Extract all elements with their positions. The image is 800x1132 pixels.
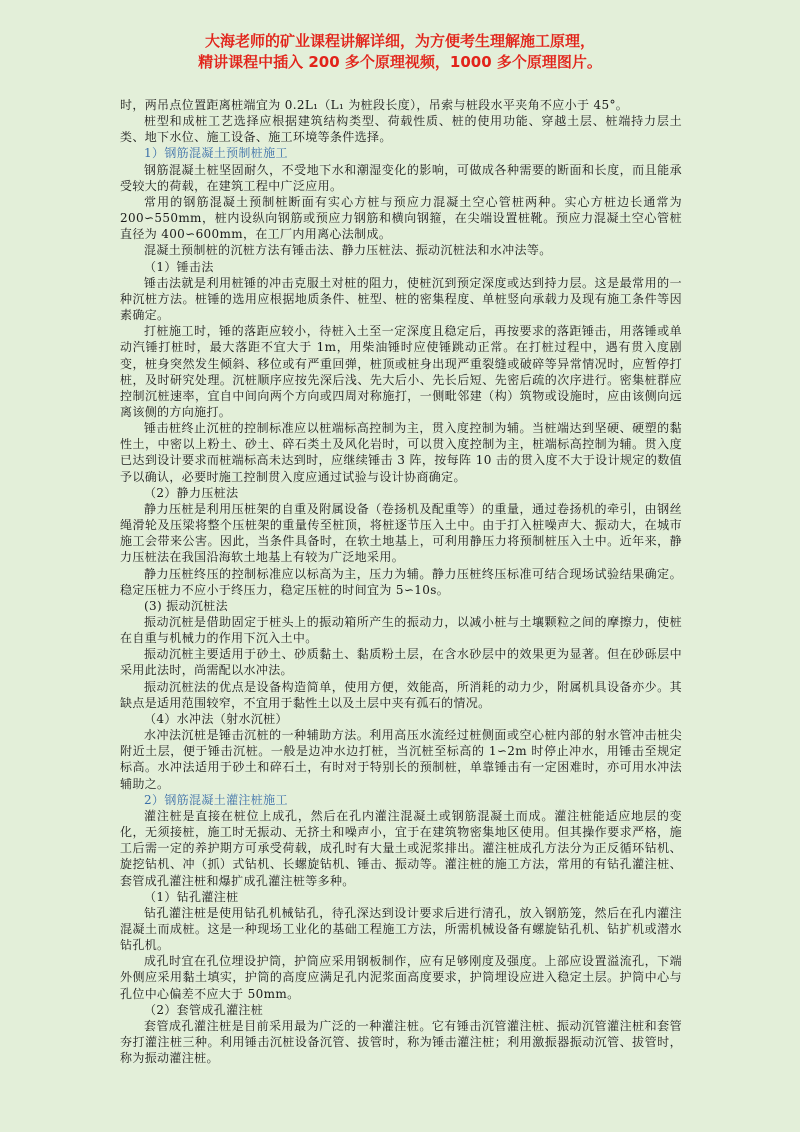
subsection-heading: （1）锤击法 [144,259,214,274]
subsection-heading: （2）套管成孔灌注桩 [144,1002,264,1017]
document-body [120,97,682,1066]
paragraph: 常用的钢筋混凝土预制桩断面有实心方桩与预应力混凝土空心管桩两种。实心方桩边长通常为 200∽550mm，桩内设纵向钢筋或预应力钢筋和横向钢箍，在尖端设置桩靴。预应力混凝土空心管桩直径为 400∽600mm，在工厂内用离心法制成。 [120,194,682,242]
paragraph: 振动沉桩主要适用于砂土、砂质黏土、黏质粉土层，在含水砂层中的效果更为显著。但在砂砾层中采用此法时，尚需配以水冲法。 [120,647,682,678]
paragraph: 混凝土预制桩的沉桩方法有锤击法、静力压桩法、振动沉桩法和水冲法等。 [144,243,552,258]
subsection-heading: （4）水冲法（射水沉桩） [144,711,288,726]
paragraph: 静力压桩是利用压桩架的自重及附属设备（卷扬机及配重等）的重量，通过卷扬机的牵引，由钢丝绳滑轮及压梁将整个压桩架的重量传至桩顶，将桩逐节压入土中。由于打入桩噪声大、振动大，在城市施工会带来公害。因此，当条件具备时，在软土地基上，可利用静压力将预制桩压入土中。近年来，静力压桩法在我国沿海软土地基上有较为广泛地采用。 [120,501,682,565]
paragraph: 成孔时宜在孔位埋设护筒，护筒应采用钢板制作，应有足够刚度及强度。上部应设置溢流孔，下端外侧应采用黏土填实，护筒的高度应满足孔内泥浆面高度要求，护筒埋设应进入稳定土层。护筒中心与孔位中心偏差不应大于 50mm。 [120,954,682,1001]
paragraph: 桩型和成桩工艺选择应根据建筑结构类型、荷载性质、桩的使用功能、穿越土层、桩端持力层土类、地下水位、施工设备、施工环境等条件选择。 [120,114,682,145]
section-heading: 1）钢筋混凝土预制桩施工 [144,146,288,161]
section-heading: 2）钢筋混凝土灌注桩施工 [144,792,288,807]
paragraph: 振动沉桩法的优点是设备构造简单，使用方便，效能高，所消耗的动力少，附属机具设备亦少。其缺点是适用范围较窄，不宜用于黏性土以及土层中夹有孤石的情况。 [120,679,682,710]
paragraph: 静力压桩终压的控制标准应以标高为主，压力为辅。静力压桩终压标准可结合现场试验结果确定。稳定压桩力不应小于终压力，稳定压桩的时间宜为 5∽10s。 [120,566,682,597]
paragraph: 水冲法沉桩是锤击沉桩的一种辅助方法。利用高压水流经过桩侧面或空心桩内部的射水管冲击桩尖附近土层，便于锤击沉桩。一般是边冲水边打桩，当沉桩至标高的 1∽2m 时停止冲水，用锤击至规定标高。水冲法适用于砂土和碎石土，有时对于特别长的预制桩，单靠锤击有一定困难时，亦可用水冲法辅助之。 [120,728,682,791]
paragraph: 套管成孔灌注桩是目前采用最为广泛的一种灌注桩。它有锤击沉管灌注桩、振动沉管灌注桩和套管夯打灌注桩三种。利用锤击沉桩设备沉管、拔管时，称为锤击灌注桩；利用激振器振动沉管、拔管时，称为振动灌注桩。 [120,1018,682,1066]
subsection-heading: （1）钻孔灌注桩 [144,889,239,904]
promo-banner [0,31,800,73]
banner-line-2: 精讲课程中插入 200 多个原理视频，1000 多个原理图片。 [198,53,602,71]
paragraph: 时，两吊点位置距离桩端宜为 0.2L₁（L₁ 为桩段长度），吊索与桩段水平夹角不应小于 45°。 [120,98,629,112]
banner-line-1: 大海老师的矿业课程讲解详细，为方便考生理解施工原理， [204,32,595,50]
paragraph: 锤击法就是利用桩锤的冲击克服土对桩的阻力，使桩沉到预定深度或达到持力层。这是最常用的一种沉桩方法。桩锤的选用应根据地质条件、桩型、桩的密集程度、单桩竖向承载力及现有施工条件等因素确定。 [120,275,682,323]
paragraph: 钢筋混凝土桩坚固耐久，不受地下水和潮湿变化的影响，可做成各种需要的断面和长度，而且能承受较大的荷载，在建筑工程中广泛应用。 [120,162,682,193]
paragraph: 打桩施工时，锤的落距应较小，待桩入土至一定深度且稳定后，再按要求的落距锤击，用落锤或单动汽锤打桩时，最大落距不宜大于 1m，用柴油锤时应使锤跳动正常。在打桩过程中，遇有贯入度剧变，桩身突然发生倾斜、移位或有严重回弹，桩顶或桩身出现严重裂缝或破碎等异常情况时，应暂停打桩，及时研究处理。沉桩顺序应按先深后浅、先大后小、先长后短、先密后疏的次序进行。密集桩群应控制沉桩速率，宜自中间向两个方向或四周对称施打，一侧毗邻建（构）筑物或设施时，应由该侧向远离该侧的方向施打。 [120,324,682,419]
paragraph: 灌注桩是直接在桩位上成孔，然后在孔内灌注混凝土或钢筋混凝土而成。灌注桩能适应地层的变化，无须接桩，施工时无振动、无挤土和噪声小，宜于在建筑物密集地区使用。但其操作要求严格，施工后需一定的养护期方可承受荷载，成孔时有大量土或泥浆排出。灌注桩成孔方法分为正反循环钻机、旋挖钻机、冲（抓）式钻机、长螺旋钻机、锤击、振动等。灌注桩的施工方法，常用的有钻孔灌注桩、套管成孔灌注桩和爆扩成孔灌注桩等多种。 [120,808,682,888]
paragraph: 钻孔灌注桩是使用钻孔机械钻孔，待孔深达到设计要求后进行清孔，放入钢筋笼，然后在孔内灌注混凝土而成桩。这是一种现场工业化的基础工程施工方法，所需机械设备有螺旋钻孔机、钻扩机或潜水钻孔机。 [120,905,682,953]
paragraph: 振动沉桩是借助固定于桩头上的振动箱所产生的振动力，以减小桩与土壤颗粒之间的摩擦力，使桩在自重与机械力的作用下沉入土中。 [120,615,682,646]
subsection-heading: （2）静力压桩法 [144,485,239,500]
subsection-heading: (3) 振动沉桩法 [144,598,228,613]
paragraph: 锤击桩终止沉桩的控制标准应以桩端标高控制为主，贯入度控制为辅。当桩端达到坚硬、硬塑的黏性土，中密以上粉土、砂土、碎石类土及风化岩时，可以贯入度控制为主，桩端标高控制为辅。贯入度已达到设计要求而桩端标高未达到时，应继续锤击 3 阵，按每阵 10 击的贯入度不大于设计规定的数值予以确认，必要时施工控制贯入度应通过试验与设计协商确定。 [120,421,682,484]
